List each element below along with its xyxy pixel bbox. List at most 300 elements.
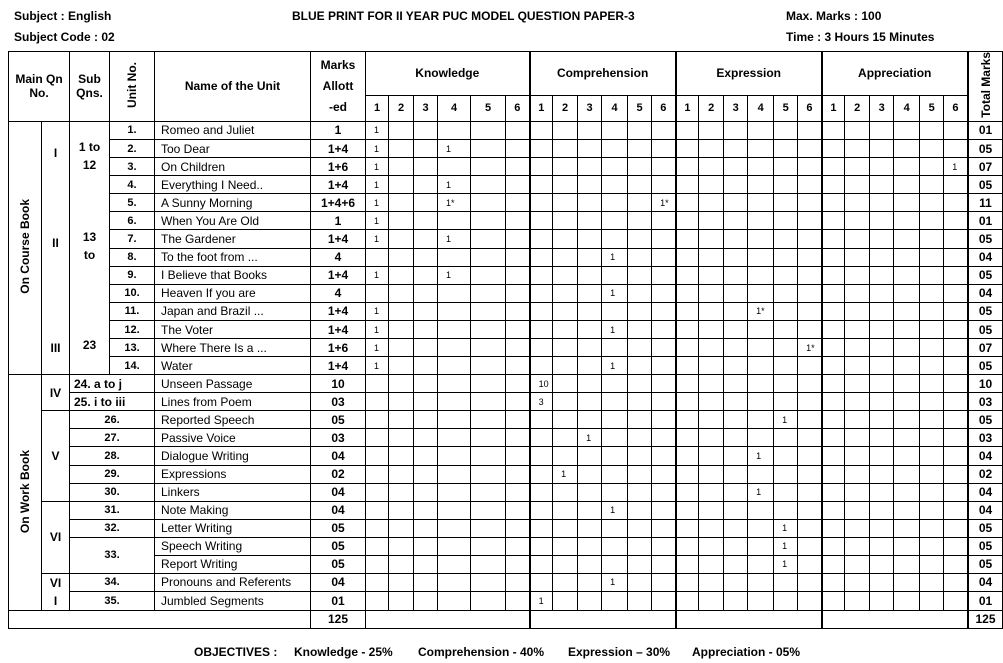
expression-sub-1: 1 bbox=[676, 95, 699, 121]
comprehension-cell bbox=[553, 266, 578, 284]
marks-allotted: 01 bbox=[311, 592, 366, 611]
unit-name: On Children bbox=[155, 158, 311, 176]
row-total-marks: 01 bbox=[968, 592, 1003, 611]
comprehension-cell bbox=[530, 284, 553, 302]
expression-cell bbox=[676, 266, 699, 284]
expression-cell bbox=[798, 140, 822, 158]
table-row bbox=[9, 483, 1003, 501]
marks-allotted-header-line: Allott bbox=[322, 78, 354, 93]
comprehension-mark-2: 1 bbox=[553, 465, 578, 483]
appreciation-cell bbox=[894, 573, 920, 592]
appreciation-cell bbox=[894, 375, 920, 393]
knowledge-cell bbox=[414, 501, 438, 519]
knowledge-cell bbox=[506, 140, 530, 158]
comprehension-cell bbox=[578, 339, 602, 357]
knowledge-mark-1: 1 bbox=[366, 194, 389, 212]
expression-cell bbox=[798, 375, 822, 393]
expression-cell bbox=[748, 248, 774, 266]
knowledge-cell bbox=[438, 465, 471, 483]
expression-cell bbox=[699, 411, 724, 429]
expression-cell bbox=[724, 230, 748, 248]
knowledge-cell bbox=[506, 393, 530, 411]
knowledge-cell bbox=[506, 483, 530, 501]
knowledge-cell bbox=[389, 339, 414, 357]
expression-cell bbox=[676, 284, 699, 302]
knowledge-cell bbox=[471, 339, 506, 357]
appreciation-cell bbox=[870, 266, 894, 284]
row-total-marks: 03 bbox=[968, 393, 1003, 411]
comprehension-mark-1: 10 bbox=[530, 375, 553, 393]
comprehension-cell bbox=[553, 429, 578, 447]
comprehension-cell bbox=[652, 140, 676, 158]
knowledge-mark-1: 1 bbox=[366, 176, 389, 194]
unit-number: 3. bbox=[110, 158, 155, 176]
appreciation-sub-5: 5 bbox=[920, 95, 944, 121]
knowledge-sub-1: 1 bbox=[366, 95, 389, 121]
knowledge-cell bbox=[438, 573, 471, 592]
knowledge-cell bbox=[471, 573, 506, 592]
unit-name: A Sunny Morning bbox=[155, 194, 311, 212]
comprehension-cell bbox=[628, 302, 652, 320]
appreciation-cell bbox=[870, 537, 894, 555]
expression-cell bbox=[774, 339, 798, 357]
comprehension-cell bbox=[652, 537, 676, 555]
sub-qns-course bbox=[70, 121, 110, 374]
knowledge-cell bbox=[414, 194, 438, 212]
comprehension-cell bbox=[628, 393, 652, 411]
sub-qns-24: 24. a to j bbox=[70, 375, 155, 393]
comprehension-cell bbox=[578, 302, 602, 320]
expression-cell bbox=[676, 176, 699, 194]
expression-cell bbox=[699, 212, 724, 230]
appreciation-cell bbox=[894, 212, 920, 230]
max-marks-label: Max. Marks : 100 bbox=[786, 9, 882, 23]
table-row bbox=[9, 429, 1003, 447]
expression-cell bbox=[699, 284, 724, 302]
unit-name: The Voter bbox=[155, 320, 311, 338]
appreciation-cell bbox=[870, 248, 894, 266]
comprehension-cell bbox=[578, 158, 602, 176]
row-total-marks: 05 bbox=[968, 320, 1003, 338]
appreciation-cell bbox=[920, 320, 944, 338]
knowledge-cell bbox=[506, 121, 530, 139]
appreciation-cell bbox=[944, 230, 968, 248]
knowledge-cell bbox=[471, 375, 506, 393]
knowledge-cell bbox=[414, 447, 438, 465]
comprehension-cell bbox=[530, 140, 553, 158]
comprehension-cell bbox=[652, 302, 676, 320]
comprehension-cell bbox=[602, 537, 628, 555]
appreciation-cell bbox=[870, 284, 894, 302]
knowledge-cell bbox=[389, 501, 414, 519]
table-row bbox=[9, 573, 1003, 592]
knowledge-cell bbox=[506, 194, 530, 212]
knowledge-cell bbox=[471, 194, 506, 212]
appreciation-cell bbox=[822, 284, 845, 302]
comprehension-cell bbox=[578, 555, 602, 573]
comprehension-cell bbox=[578, 266, 602, 284]
appreciation-cell bbox=[822, 573, 845, 592]
comprehension-cell bbox=[628, 140, 652, 158]
marks-allotted: 4 bbox=[311, 284, 366, 302]
appreciation-header: Appreciation bbox=[822, 52, 968, 96]
paper-title: BLUE PRINT FOR II YEAR PUC MODEL QUESTION PAPER-3 bbox=[292, 9, 635, 23]
marks-allotted: 1+4 bbox=[311, 320, 366, 338]
row-total-marks: 07 bbox=[968, 158, 1003, 176]
comprehension-cell bbox=[652, 212, 676, 230]
knowledge-cell bbox=[389, 158, 414, 176]
appreciation-cell bbox=[920, 465, 944, 483]
unit-name: Reported Speech bbox=[155, 411, 311, 429]
row-total-marks: 04 bbox=[968, 501, 1003, 519]
comprehension-cell bbox=[628, 447, 652, 465]
knowledge-sub-5: 5 bbox=[471, 95, 506, 121]
unit-name: Japan and Brazil ... bbox=[155, 302, 311, 320]
expression-cell bbox=[724, 592, 748, 611]
expression-cell bbox=[699, 429, 724, 447]
comprehension-cell bbox=[652, 447, 676, 465]
knowledge-cell bbox=[414, 176, 438, 194]
comprehension-cell bbox=[652, 320, 676, 338]
marks-allotted: 1+4 bbox=[311, 266, 366, 284]
comprehension-cell bbox=[602, 483, 628, 501]
knowledge-cell bbox=[438, 121, 471, 139]
unit-name: Note Making bbox=[155, 501, 311, 519]
appreciation-cell bbox=[822, 302, 845, 320]
marks-allotted: 1+4 bbox=[311, 176, 366, 194]
appreciation-cell bbox=[845, 555, 870, 573]
knowledge-cell bbox=[389, 284, 414, 302]
marks-allotted: 1+4+6 bbox=[311, 194, 366, 212]
expression-cell bbox=[798, 537, 822, 555]
knowledge-mark-1: 1 bbox=[366, 121, 389, 139]
sub-qns-25: 25. i to iii bbox=[70, 393, 155, 411]
comprehension-mark-4: 1 bbox=[602, 320, 628, 338]
expression-cell bbox=[724, 339, 748, 357]
appreciation-cell bbox=[870, 302, 894, 320]
expression-cell bbox=[798, 592, 822, 611]
comprehension-cell bbox=[628, 501, 652, 519]
row-total-marks: 04 bbox=[968, 248, 1003, 266]
table-row bbox=[9, 284, 1003, 302]
knowledge-cell bbox=[471, 284, 506, 302]
appreciation-cell bbox=[920, 140, 944, 158]
expression-cell bbox=[798, 483, 822, 501]
comprehension-cell bbox=[652, 573, 676, 592]
unit-name: Where There Is a ... bbox=[155, 339, 311, 357]
row-total-marks: 05 bbox=[968, 266, 1003, 284]
expression-cell bbox=[724, 465, 748, 483]
knowledge-cell bbox=[414, 140, 438, 158]
comprehension-cell bbox=[602, 194, 628, 212]
expression-sub-4: 4 bbox=[748, 95, 774, 121]
unit-number: 30. bbox=[70, 483, 155, 501]
grand-total: 125 bbox=[968, 610, 1003, 628]
knowledge-cell bbox=[366, 465, 389, 483]
marks-allotted-header bbox=[311, 52, 366, 122]
appreciation-cell bbox=[920, 411, 944, 429]
expression-cell bbox=[798, 393, 822, 411]
expression-cell bbox=[699, 465, 724, 483]
expression-cell bbox=[724, 501, 748, 519]
appreciation-cell bbox=[944, 519, 968, 537]
appreciation-cell bbox=[822, 266, 845, 284]
knowledge-cell bbox=[506, 357, 530, 375]
comprehension-cell bbox=[628, 375, 652, 393]
comprehension-cell bbox=[578, 140, 602, 158]
comprehension-cell bbox=[628, 411, 652, 429]
appreciation-cell bbox=[822, 375, 845, 393]
knowledge-cell bbox=[366, 248, 389, 266]
comprehension-cell bbox=[652, 158, 676, 176]
section-course-book-text: On Course Book bbox=[18, 199, 32, 294]
appreciation-cell bbox=[822, 121, 845, 139]
knowledge-cell bbox=[389, 121, 414, 139]
expression-cell bbox=[774, 158, 798, 176]
expression-mark-5: 1 bbox=[774, 555, 798, 573]
expression-cell bbox=[774, 501, 798, 519]
appreciation-cell bbox=[845, 266, 870, 284]
comprehension-mark-6: 1* bbox=[652, 194, 676, 212]
appreciation-cell bbox=[870, 339, 894, 357]
knowledge-cell bbox=[414, 465, 438, 483]
knowledge-sub-3: 3 bbox=[414, 95, 438, 121]
expression-cell bbox=[724, 248, 748, 266]
expression-cell bbox=[798, 121, 822, 139]
knowledge-cell bbox=[506, 302, 530, 320]
expression-cell bbox=[774, 194, 798, 212]
comprehension-cell bbox=[652, 284, 676, 302]
comprehension-cell bbox=[628, 212, 652, 230]
marks-allotted: 04 bbox=[311, 573, 366, 592]
unit-name-header: Name of the Unit bbox=[155, 52, 311, 122]
knowledge-cell bbox=[506, 176, 530, 194]
comprehension-cell bbox=[628, 483, 652, 501]
knowledge-mark-1: 1 bbox=[366, 339, 389, 357]
appreciation-cell bbox=[870, 357, 894, 375]
expression-cell bbox=[724, 284, 748, 302]
knowledge-cell bbox=[414, 248, 438, 266]
appreciation-cell bbox=[894, 555, 920, 573]
expression-mark-6: 1* bbox=[798, 339, 822, 357]
expression-cell bbox=[774, 375, 798, 393]
row-total-marks: 05 bbox=[968, 140, 1003, 158]
appreciation-cell bbox=[944, 266, 968, 284]
appreciation-cell bbox=[870, 573, 894, 592]
subject-code-label: Subject Code : 02 bbox=[14, 30, 115, 44]
expression-cell bbox=[748, 519, 774, 537]
comprehension-cell bbox=[628, 537, 652, 555]
comprehension-cell bbox=[530, 483, 553, 501]
appreciation-cell bbox=[822, 320, 845, 338]
expression-cell bbox=[676, 212, 699, 230]
knowledge-cell bbox=[506, 519, 530, 537]
sub-qns-range: 1 to bbox=[78, 139, 101, 154]
appreciation-cell bbox=[822, 176, 845, 194]
row-total-marks: 01 bbox=[968, 121, 1003, 139]
appreciation-cell bbox=[920, 176, 944, 194]
comprehension-sub-5: 5 bbox=[628, 95, 652, 121]
expression-cell bbox=[676, 194, 699, 212]
comprehension-cell bbox=[652, 375, 676, 393]
appreciation-cell bbox=[944, 140, 968, 158]
comprehension-sub-3: 3 bbox=[578, 95, 602, 121]
expression-cell bbox=[748, 284, 774, 302]
marks-allotted: 1+4 bbox=[311, 357, 366, 375]
marks-allotted: 1 bbox=[311, 212, 366, 230]
expression-cell bbox=[699, 158, 724, 176]
knowledge-cell bbox=[438, 555, 471, 573]
marks-allotted: 1+4 bbox=[311, 230, 366, 248]
knowledge-cell bbox=[438, 501, 471, 519]
expression-cell bbox=[748, 121, 774, 139]
appreciation-cell bbox=[870, 320, 894, 338]
comprehension-cell bbox=[578, 176, 602, 194]
unit-name: Linkers bbox=[155, 483, 311, 501]
appreciation-cell bbox=[845, 230, 870, 248]
comprehension-cell bbox=[578, 483, 602, 501]
table-row bbox=[9, 447, 1003, 465]
appreciation-cell bbox=[920, 121, 944, 139]
knowledge-cell bbox=[506, 339, 530, 357]
comprehension-cell bbox=[553, 194, 578, 212]
comprehension-cell bbox=[553, 121, 578, 139]
appreciation-cell bbox=[894, 320, 920, 338]
appreciation-cell bbox=[822, 592, 845, 611]
knowledge-cell bbox=[414, 519, 438, 537]
comprehension-cell bbox=[553, 339, 578, 357]
appreciation-cell bbox=[822, 555, 845, 573]
appreciation-cell bbox=[870, 393, 894, 411]
expression-cell bbox=[748, 339, 774, 357]
appreciation-cell bbox=[822, 465, 845, 483]
knowledge-cell bbox=[471, 176, 506, 194]
appreciation-cell bbox=[870, 121, 894, 139]
appreciation-cell bbox=[845, 140, 870, 158]
comprehension-cell bbox=[602, 266, 628, 284]
comprehension-cell bbox=[628, 339, 652, 357]
main-qn-number: III bbox=[50, 340, 61, 355]
expression-cell bbox=[724, 519, 748, 537]
comprehension-mark-1: 3 bbox=[530, 393, 553, 411]
comprehension-mark-1: 1 bbox=[530, 592, 553, 611]
appreciation-cell bbox=[870, 592, 894, 611]
section-course-book bbox=[9, 121, 42, 374]
comprehension-cell bbox=[553, 447, 578, 465]
knowledge-cell bbox=[389, 555, 414, 573]
appreciation-cell bbox=[894, 266, 920, 284]
expression-cell bbox=[676, 158, 699, 176]
appreciation-cell bbox=[870, 483, 894, 501]
knowledge-cell bbox=[389, 176, 414, 194]
appreciation-cell bbox=[920, 266, 944, 284]
main-qn-vii bbox=[42, 573, 70, 610]
expression-cell bbox=[676, 140, 699, 158]
objective-knowledge: Knowledge - 25% bbox=[294, 645, 393, 659]
appreciation-cell bbox=[944, 411, 968, 429]
appreciation-cell bbox=[944, 537, 968, 555]
unit-number: 29. bbox=[70, 465, 155, 483]
expression-cell bbox=[724, 537, 748, 555]
knowledge-cell bbox=[414, 393, 438, 411]
row-total-marks: 05 bbox=[968, 230, 1003, 248]
table-row bbox=[9, 375, 1003, 393]
knowledge-cell bbox=[389, 357, 414, 375]
unit-name: When You Are Old bbox=[155, 212, 311, 230]
appreciation-cell bbox=[822, 411, 845, 429]
knowledge-cell bbox=[366, 447, 389, 465]
sub-qns-range: 12 bbox=[82, 157, 97, 172]
appreciation-cell bbox=[920, 357, 944, 375]
unit-number: 26. bbox=[70, 411, 155, 429]
expression-cell bbox=[774, 248, 798, 266]
comprehension-cell bbox=[628, 465, 652, 483]
table-row bbox=[9, 519, 1003, 537]
appreciation-cell bbox=[870, 194, 894, 212]
unit-name: Report Writing bbox=[155, 555, 311, 573]
marks-allotted: 04 bbox=[311, 447, 366, 465]
knowledge-cell bbox=[414, 339, 438, 357]
comprehension-cell bbox=[578, 230, 602, 248]
comprehension-cell bbox=[578, 573, 602, 592]
comprehension-cell bbox=[578, 357, 602, 375]
expression-cell bbox=[699, 357, 724, 375]
knowledge-cell bbox=[471, 121, 506, 139]
appreciation-total-cell bbox=[822, 610, 968, 628]
expression-cell bbox=[724, 429, 748, 447]
knowledge-cell bbox=[414, 375, 438, 393]
appreciation-cell bbox=[845, 501, 870, 519]
unit-name: I Believe that Books bbox=[155, 266, 311, 284]
total-marks-header-text: Total Marks bbox=[978, 52, 993, 118]
appreciation-cell bbox=[845, 519, 870, 537]
expression-cell bbox=[676, 501, 699, 519]
knowledge-cell bbox=[471, 483, 506, 501]
comprehension-cell bbox=[530, 302, 553, 320]
appreciation-cell bbox=[894, 592, 920, 611]
comprehension-cell bbox=[553, 555, 578, 573]
comprehension-cell bbox=[553, 176, 578, 194]
expression-cell bbox=[774, 592, 798, 611]
expression-cell bbox=[798, 302, 822, 320]
comprehension-cell bbox=[628, 121, 652, 139]
knowledge-cell bbox=[414, 320, 438, 338]
appreciation-cell bbox=[944, 302, 968, 320]
expression-cell bbox=[699, 266, 724, 284]
comprehension-cell bbox=[628, 158, 652, 176]
table-row bbox=[9, 537, 1003, 555]
comprehension-sub-2: 2 bbox=[553, 95, 578, 121]
knowledge-cell bbox=[506, 447, 530, 465]
knowledge-cell bbox=[438, 411, 471, 429]
appreciation-cell bbox=[894, 194, 920, 212]
expression-cell bbox=[699, 483, 724, 501]
expression-sub-6: 6 bbox=[798, 95, 822, 121]
row-total-marks: 05 bbox=[968, 176, 1003, 194]
appreciation-cell bbox=[822, 447, 845, 465]
table-row bbox=[9, 501, 1003, 519]
knowledge-cell bbox=[389, 429, 414, 447]
unit-name: Lines from Poem bbox=[155, 393, 311, 411]
comprehension-cell bbox=[578, 284, 602, 302]
knowledge-cell bbox=[506, 266, 530, 284]
marks-allotted: 10 bbox=[311, 375, 366, 393]
expression-cell bbox=[774, 212, 798, 230]
comprehension-cell bbox=[578, 212, 602, 230]
appreciation-cell bbox=[920, 194, 944, 212]
expression-cell bbox=[724, 121, 748, 139]
expression-cell bbox=[724, 194, 748, 212]
